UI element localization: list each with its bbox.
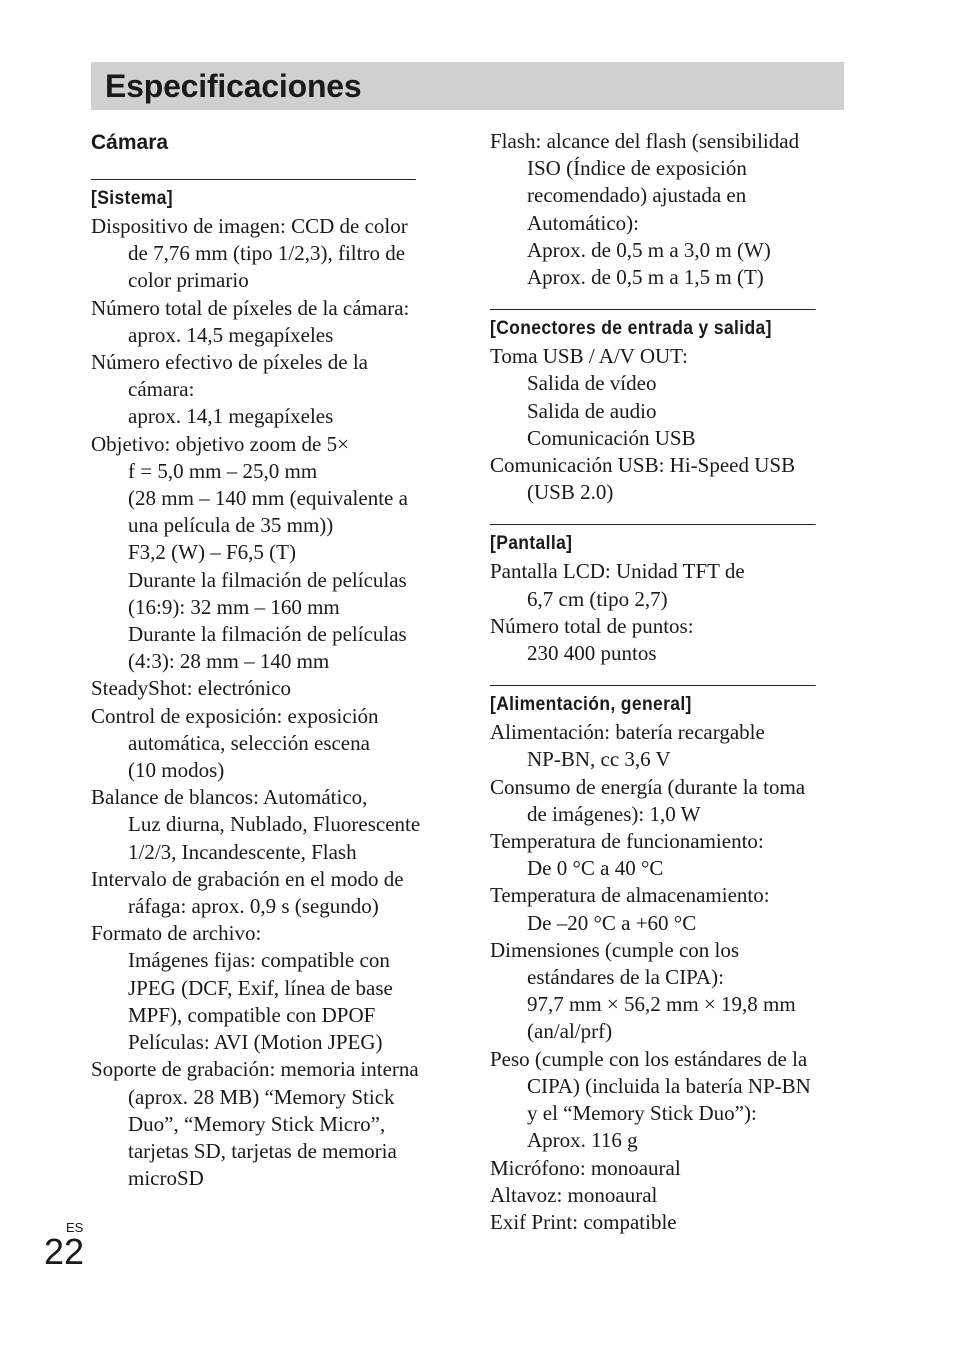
spec-entry-label: Número efectivo de píxeles de la	[91, 350, 368, 375]
spec-entry-continuation: color primario	[128, 268, 249, 293]
spec-entry	[490, 1182, 844, 1209]
spec-entry-continuation: 6,7 cm (tipo 2,7)	[527, 586, 668, 611]
spec-entry-label: Flash: alcance del flash (sensibilidad	[490, 129, 800, 153]
spec-entry-continuation: Durante la filmación de películas	[128, 567, 407, 592]
spec-entry	[91, 431, 444, 676]
spec-entry-continuation: Comunicación USB	[527, 425, 696, 450]
spec-entry-continuation: aprox. 14,1 megapíxeles	[128, 404, 334, 429]
spec-entry-continuation: y el “Memory Stick Duo”):	[527, 1101, 757, 1126]
spec-entry-label: Micrófono: monoaural	[490, 1155, 681, 1180]
spec-entry	[490, 1155, 844, 1182]
spec-entry-continuation: 230 400 puntos	[527, 641, 657, 666]
spec-entry	[91, 784, 444, 866]
spec-entry-continuation: (USB 2.0)	[527, 480, 614, 505]
spec-entry-continuation: Salida de vídeo	[527, 371, 657, 396]
spec-entry-continuation: MPF), compatible con DPOF	[128, 1002, 376, 1027]
spec-entry-continuation: (4:3): 28 mm – 140 mm	[128, 649, 330, 674]
spec-entry-label: Balance de blancos: Automático,	[91, 785, 368, 810]
spec-entry-label: SteadyShot: electrónico	[91, 676, 292, 701]
spec-entry-continuation: Automático):	[527, 210, 639, 235]
spec-entry-label: Exif Print: compatible	[490, 1209, 677, 1234]
spec-entry	[490, 937, 844, 1046]
spec-entry	[91, 866, 444, 920]
spec-entry-label: Alimentación: batería recargable	[490, 720, 765, 745]
spec-entry-continuation: Salida de audio	[527, 398, 657, 423]
spec-entry-label: Dispositivo de imagen: CCD de color	[91, 214, 408, 238]
spec-entry-continuation: f = 5,0 mm – 25,0 mm	[128, 458, 318, 483]
spec-entry-label: Formato de archivo:	[91, 921, 262, 946]
spec-entry	[91, 1056, 444, 1192]
spec-entry-continuation: NP-BN, cc 3,6 V	[527, 747, 671, 772]
spec-section	[91, 179, 444, 1192]
spec-entry	[91, 703, 444, 785]
spec-entry	[490, 613, 844, 667]
spec-entry-label: Peso (cumple con los estándares de la	[490, 1046, 808, 1071]
left-column	[91, 128, 444, 1192]
spec-entry	[91, 675, 444, 702]
page-title: Especificaciones	[105, 67, 362, 104]
right-sections	[490, 309, 844, 1236]
spec-entry-label: Objetivo: objetivo zoom de 5×	[91, 431, 349, 456]
spec-entry	[91, 920, 444, 1056]
spec-entry-label: Soporte de grabación: memoria interna	[91, 1057, 419, 1082]
section-heading: [Pantalla]	[490, 524, 816, 558]
spec-entry-continuation: tarjetas SD, tarjetas de memoria	[128, 1138, 397, 1163]
spec-section	[490, 685, 844, 1236]
spec-entry-continuation: (16:9): 32 mm – 160 mm	[128, 594, 340, 619]
spec-entry-label: Pantalla LCD: Unidad TFT de	[490, 559, 745, 584]
spec-entry-continuation: De –20 °C a +60 °C	[527, 910, 697, 935]
spec-entry-label: Intervalo de grabación en el modo de	[91, 866, 404, 891]
spec-entry-continuation: una película de 35 mm))	[128, 513, 334, 538]
spec-entry-continuation: ISO (Índice de exposición	[527, 156, 747, 181]
spec-entry-label: Número total de píxeles de la cámara:	[91, 295, 410, 320]
right-column	[490, 128, 844, 1236]
spec-entry-continuation: Películas: AVI (Motion JPEG)	[128, 1030, 383, 1055]
spec-entry	[490, 1209, 844, 1236]
spec-entry	[91, 213, 444, 295]
spec-entry-continuation: microSD	[128, 1166, 204, 1191]
page-number: 22	[44, 1231, 85, 1272]
spec-entry	[490, 343, 844, 452]
spec-entry-continuation: De 0 °C a 40 °C	[527, 856, 664, 881]
spec-entry-continuation: Aprox. de 0,5 m a 3,0 m (W)	[527, 237, 771, 262]
spec-entry	[91, 349, 444, 431]
spec-entry-label: Temperatura de almacenamiento:	[490, 883, 770, 908]
spec-entry-continuation: recomendado) ajustada en	[527, 183, 747, 208]
spec-entry-continuation: Durante la filmación de películas	[128, 622, 407, 647]
spec-entry	[490, 558, 844, 612]
spec-entry-continuation: cámara:	[128, 377, 195, 402]
spec-entry-continuation: Aprox. 116 g	[527, 1128, 638, 1153]
spec-entry-label: Número total de puntos:	[490, 613, 694, 638]
spec-entry-continuation: de 7,76 mm (tipo 1/2,3), filtro de	[128, 241, 406, 266]
spec-entry-continuation: Imágenes fijas: compatible con	[128, 948, 390, 973]
spec-entry-continuation: Luz diurna, Nublado, Fluorescente	[128, 812, 421, 837]
section-heading: [Conectores de entrada y salida]	[490, 309, 816, 343]
spec-section	[490, 309, 844, 506]
spec-section	[490, 524, 844, 667]
spec-entry-label: Dimensiones (cumple con los	[490, 937, 740, 962]
subtitle-camara: Cámara	[91, 131, 169, 154]
flash-entry-block	[490, 128, 844, 291]
spec-entry	[490, 452, 844, 506]
spec-entry-continuation: automática, selección escena	[128, 730, 370, 755]
spec-entry-continuation: 1/2/3, Incandescente, Flash	[128, 839, 357, 864]
spec-entry-continuation: (an/al/prf)	[527, 1019, 613, 1044]
spec-entry-label: Consumo de energía (durante la toma	[490, 774, 806, 799]
spec-entry-continuation: aprox. 14,5 megapíxeles	[128, 322, 334, 347]
spec-entry	[490, 774, 844, 828]
spec-entry-continuation: (10 modos)	[128, 758, 225, 783]
spec-entry-label: Toma USB / A/V OUT:	[490, 344, 688, 369]
spec-entry-continuation: (aprox. 28 MB) “Memory Stick	[128, 1084, 395, 1109]
spec-entry-continuation: Aprox. de 0,5 m a 1,5 m (T)	[527, 265, 764, 290]
spec-entry-continuation: ráfaga: aprox. 0,9 s (segundo)	[128, 894, 379, 919]
spec-entry-continuation: estándares de la CIPA):	[527, 965, 724, 990]
spec-entry-label: Altavoz: monoaural	[490, 1182, 658, 1207]
spec-entry	[490, 1046, 844, 1155]
spec-entry-label: Temperatura de funcionamiento:	[490, 829, 764, 854]
language-code: ES	[66, 1220, 84, 1235]
spec-entry-continuation: F3,2 (W) – F6,5 (T)	[128, 540, 296, 565]
spec-entry-continuation: 97,7 mm × 56,2 mm × 19,8 mm	[527, 992, 796, 1017]
spec-entry-label: Comunicación USB: Hi-Speed USB	[490, 453, 796, 478]
spec-entry-continuation: CIPA) (incluida la batería NP-BN	[527, 1073, 811, 1098]
spec-entry	[490, 719, 844, 773]
spec-entry-continuation: Duo”, “Memory Stick Micro”,	[128, 1111, 386, 1136]
title-banner	[91, 62, 844, 110]
spec-entry	[490, 828, 844, 882]
spec-entry	[490, 882, 844, 936]
section-heading: [Sistema]	[91, 179, 416, 213]
spec-entry-continuation: de imágenes): 1,0 W	[527, 801, 701, 826]
spec-entry-label: Control de exposición: exposición	[91, 703, 379, 728]
left-sections	[91, 179, 444, 1192]
spec-entry	[490, 128, 844, 291]
spec-entry-continuation: JPEG (DCF, Exif, línea de base	[128, 975, 393, 1000]
section-heading: [Alimentación, general]	[490, 685, 816, 719]
spec-entry	[91, 295, 444, 349]
spec-entry-continuation: (28 mm – 140 mm (equivalente a	[128, 486, 408, 511]
